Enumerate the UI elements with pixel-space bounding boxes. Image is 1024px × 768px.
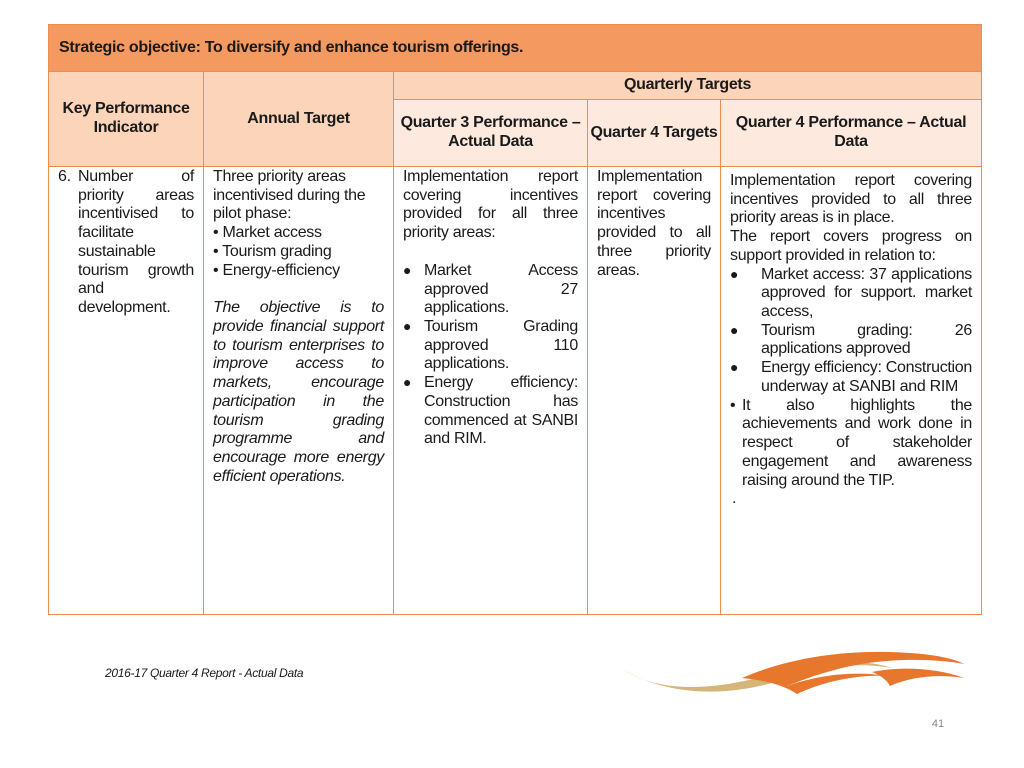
kpi-text: Number of priority areas incentivised to facilitate sustainable tourism growth and development. — [78, 168, 194, 317]
cell-q3-performance — [394, 167, 588, 615]
q4-item-text: Tourism grading: 26 applications approved — [761, 321, 973, 358]
bullet-icon: ● — [403, 261, 412, 278]
header-q3-performance — [394, 100, 588, 167]
footer-caption: 2016-17 Quarter 4 Report - Actual Data — [105, 666, 304, 680]
q3-performance-list — [403, 262, 578, 449]
cell-q4-performance — [721, 167, 982, 615]
header-quarterly-targets — [394, 72, 982, 100]
q4-targets-text: Implementation report covering incentives provided to all three priority areas. — [597, 168, 711, 279]
header-q4-performance-label: Quarter 4 Performance – Actual Data — [735, 114, 967, 150]
q4-highlight-list — [730, 397, 972, 491]
bullet-icon: ● — [730, 321, 739, 338]
bullet-icon: ● — [730, 359, 739, 376]
q3-item-text: Energy efficiency: Construction has commenced at SANBI and RIM. — [424, 374, 578, 448]
annual-target-intro: Three priority areas incentivised during the pilot phase: — [213, 168, 366, 223]
q4-performance-list — [730, 266, 972, 397]
header-kpi — [49, 72, 204, 167]
list-item — [403, 262, 578, 318]
list-item — [730, 322, 972, 359]
list-item — [403, 374, 578, 449]
header-q4-targets-label: Quarter 4 Targets — [590, 123, 718, 141]
annual-target-list — [213, 224, 384, 280]
strategic-objective — [49, 25, 982, 72]
annual-target-objective-note: The objective is to provide financial support to tourism enterprises to improve access to markets, encourage participation in the tourism grading programme and encourage more energy efficient operations. — [213, 299, 384, 485]
strategic-objective-text: Strategic objective: To diversify and enhance tourism offerings. — [59, 38, 524, 56]
annual-target-item: • Energy-efficiency — [213, 261, 340, 279]
page-number: 41 — [931, 718, 945, 730]
list-item — [730, 359, 972, 396]
header-annual-target — [204, 72, 394, 167]
annual-target-item: • Market access — [213, 224, 322, 242]
kpi-number: 6. — [58, 168, 71, 185]
bullet-icon: ● — [730, 265, 739, 282]
header-q3-performance-label: Quarter 3 Performance – Actual Data — [400, 114, 581, 150]
list-item — [730, 266, 972, 322]
header-q4-performance — [721, 100, 982, 167]
q3-performance-intro: Implementation report covering incentives provided for all three priority areas: — [403, 168, 578, 242]
q4-performance-intro: Implementation report covering incentives provided to all three priority areas is in place. — [730, 172, 973, 227]
kpi-table — [48, 24, 982, 615]
annual-target-item: • Tourism grading — [213, 242, 332, 260]
q3-item-text: Tourism Grading approved 110 applications. — [424, 318, 578, 373]
list-item — [403, 318, 578, 374]
q4-highlight-text: It also highlights the achievements and work done in respect of stakeholder engagement and awareness raising around the TIP. — [742, 396, 973, 489]
list-item — [730, 397, 972, 491]
bullet-icon: ● — [403, 318, 412, 335]
cell-q4-targets — [588, 167, 721, 615]
header-q4-targets — [588, 100, 721, 167]
q4-item-text: Energy efficiency: Construction underway at SANBI and RIM — [761, 359, 973, 395]
orange-swoosh-tip — [872, 669, 964, 686]
q4-performance-progress: The report covers progress on support provided in relation to: — [730, 228, 973, 264]
header-kpi-label: Key Performance Indicator — [62, 100, 190, 136]
cell-annual-target — [204, 167, 394, 615]
bullet-icon: ● — [403, 374, 412, 391]
q3-item-text: Market Access approved 27 applications. — [424, 261, 578, 317]
q4-item-text: Market access: 37 applications approved for support. market access, — [761, 265, 973, 321]
q4-trailing-dot: . — [732, 490, 737, 508]
bullet-icon: • — [730, 396, 736, 414]
brand-swoosh-logo-icon — [622, 648, 966, 700]
header-quarterly-targets-label: Quarterly Targets — [623, 76, 752, 94]
header-annual-target-label: Annual Target — [247, 109, 350, 127]
cell-kpi — [49, 167, 204, 615]
